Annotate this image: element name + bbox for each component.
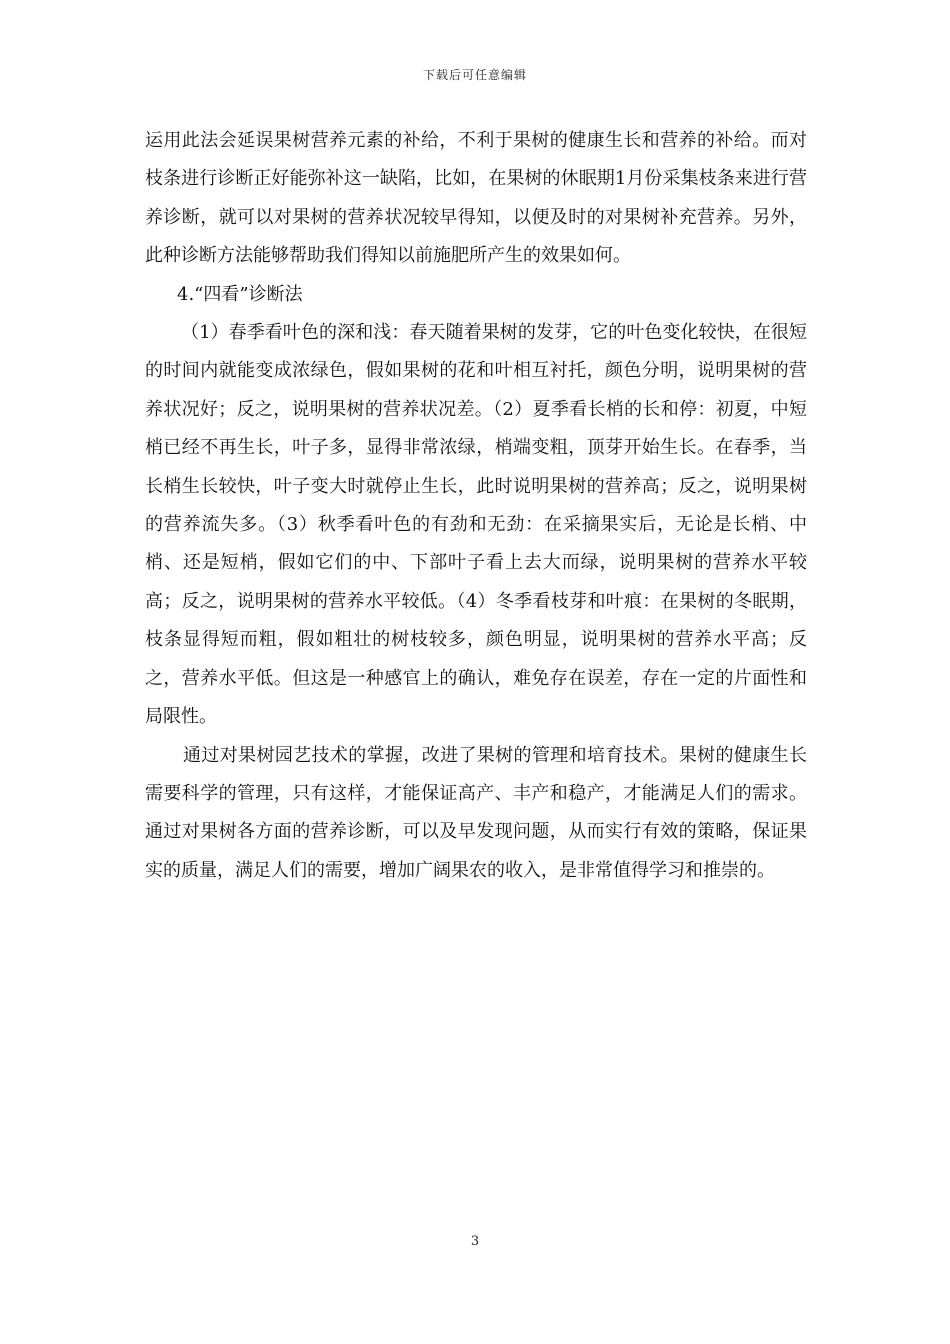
page-number: 3 xyxy=(470,1234,480,1249)
section-heading-four-looks: 4.“四看”诊断法 xyxy=(177,283,303,305)
paragraph-four-seasons: （1）春季看叶色的深和浅：春天随着果树的发芽，它的叶色变化较快，在很短的时间内就能变成浓绿色，假如果树的花和叶相互衬托，颜色分明，说明果树的营养状况好；反之，说明果树的营养状况差。（2）夏季看长梢的长和停：初夏，中短梢已经不再生长，叶子多，显得非常浓绿，梢端变粗，顶芽开始生长。在春季，当长梢生长较快，叶子变大时就停止生长，此时说明果树的营养高；反之，说明果树的营养流失多。（3）秋季看叶色的有劲和无劲：在采摘果实后，无论是长梢、中梢、还是短梢，假如它们的中、下部叶子看上去大而绿，说明果树的营养水平较高；反之，说明果树的营养水平较低。（4）冬季看枝芽和叶痕：在果树的冬眠期，枝条显得短而粗，假如粗壮的树枝较多，颜色明显，说明果树的营养水平高；反之，营养水平低。但这是一种感官上的确认，难免存在误差，存在一定的片面性和局限性。 xyxy=(145,322,807,728)
paragraph-branch-diagnosis: 运用此法会延误果树营养元素的补给，不利于果树的健康生长和营养的补给。而对枝条进行诊断正好能弥补这一缺陷，比如，在果树的休眠期1月份采集枝条来进行营养诊断，就可以对果树的营养状况较早得知，以便及时的对果树补充营养。另外，此种诊断方法能够帮助我们得知以前施肥所产生的效果如何。 xyxy=(145,130,807,267)
page-header: 下载后可任意编辑 xyxy=(422,68,527,82)
paragraph-conclusion: 通过对果树园艺技术的掌握，改进了果树的管理和培育技术。果树的健康生长需要科学的管理，只有这样，才能保证高产、丰产和稳产，才能满足人们的需求。通过对果树各方面的营养诊断，可以及早发现问题，从而实行有效的策略，保证果实的质量，满足人们的需要，增加广阔果农的收入，是非常值得学习和推崇的。 xyxy=(145,744,807,881)
document-body xyxy=(145,122,807,890)
